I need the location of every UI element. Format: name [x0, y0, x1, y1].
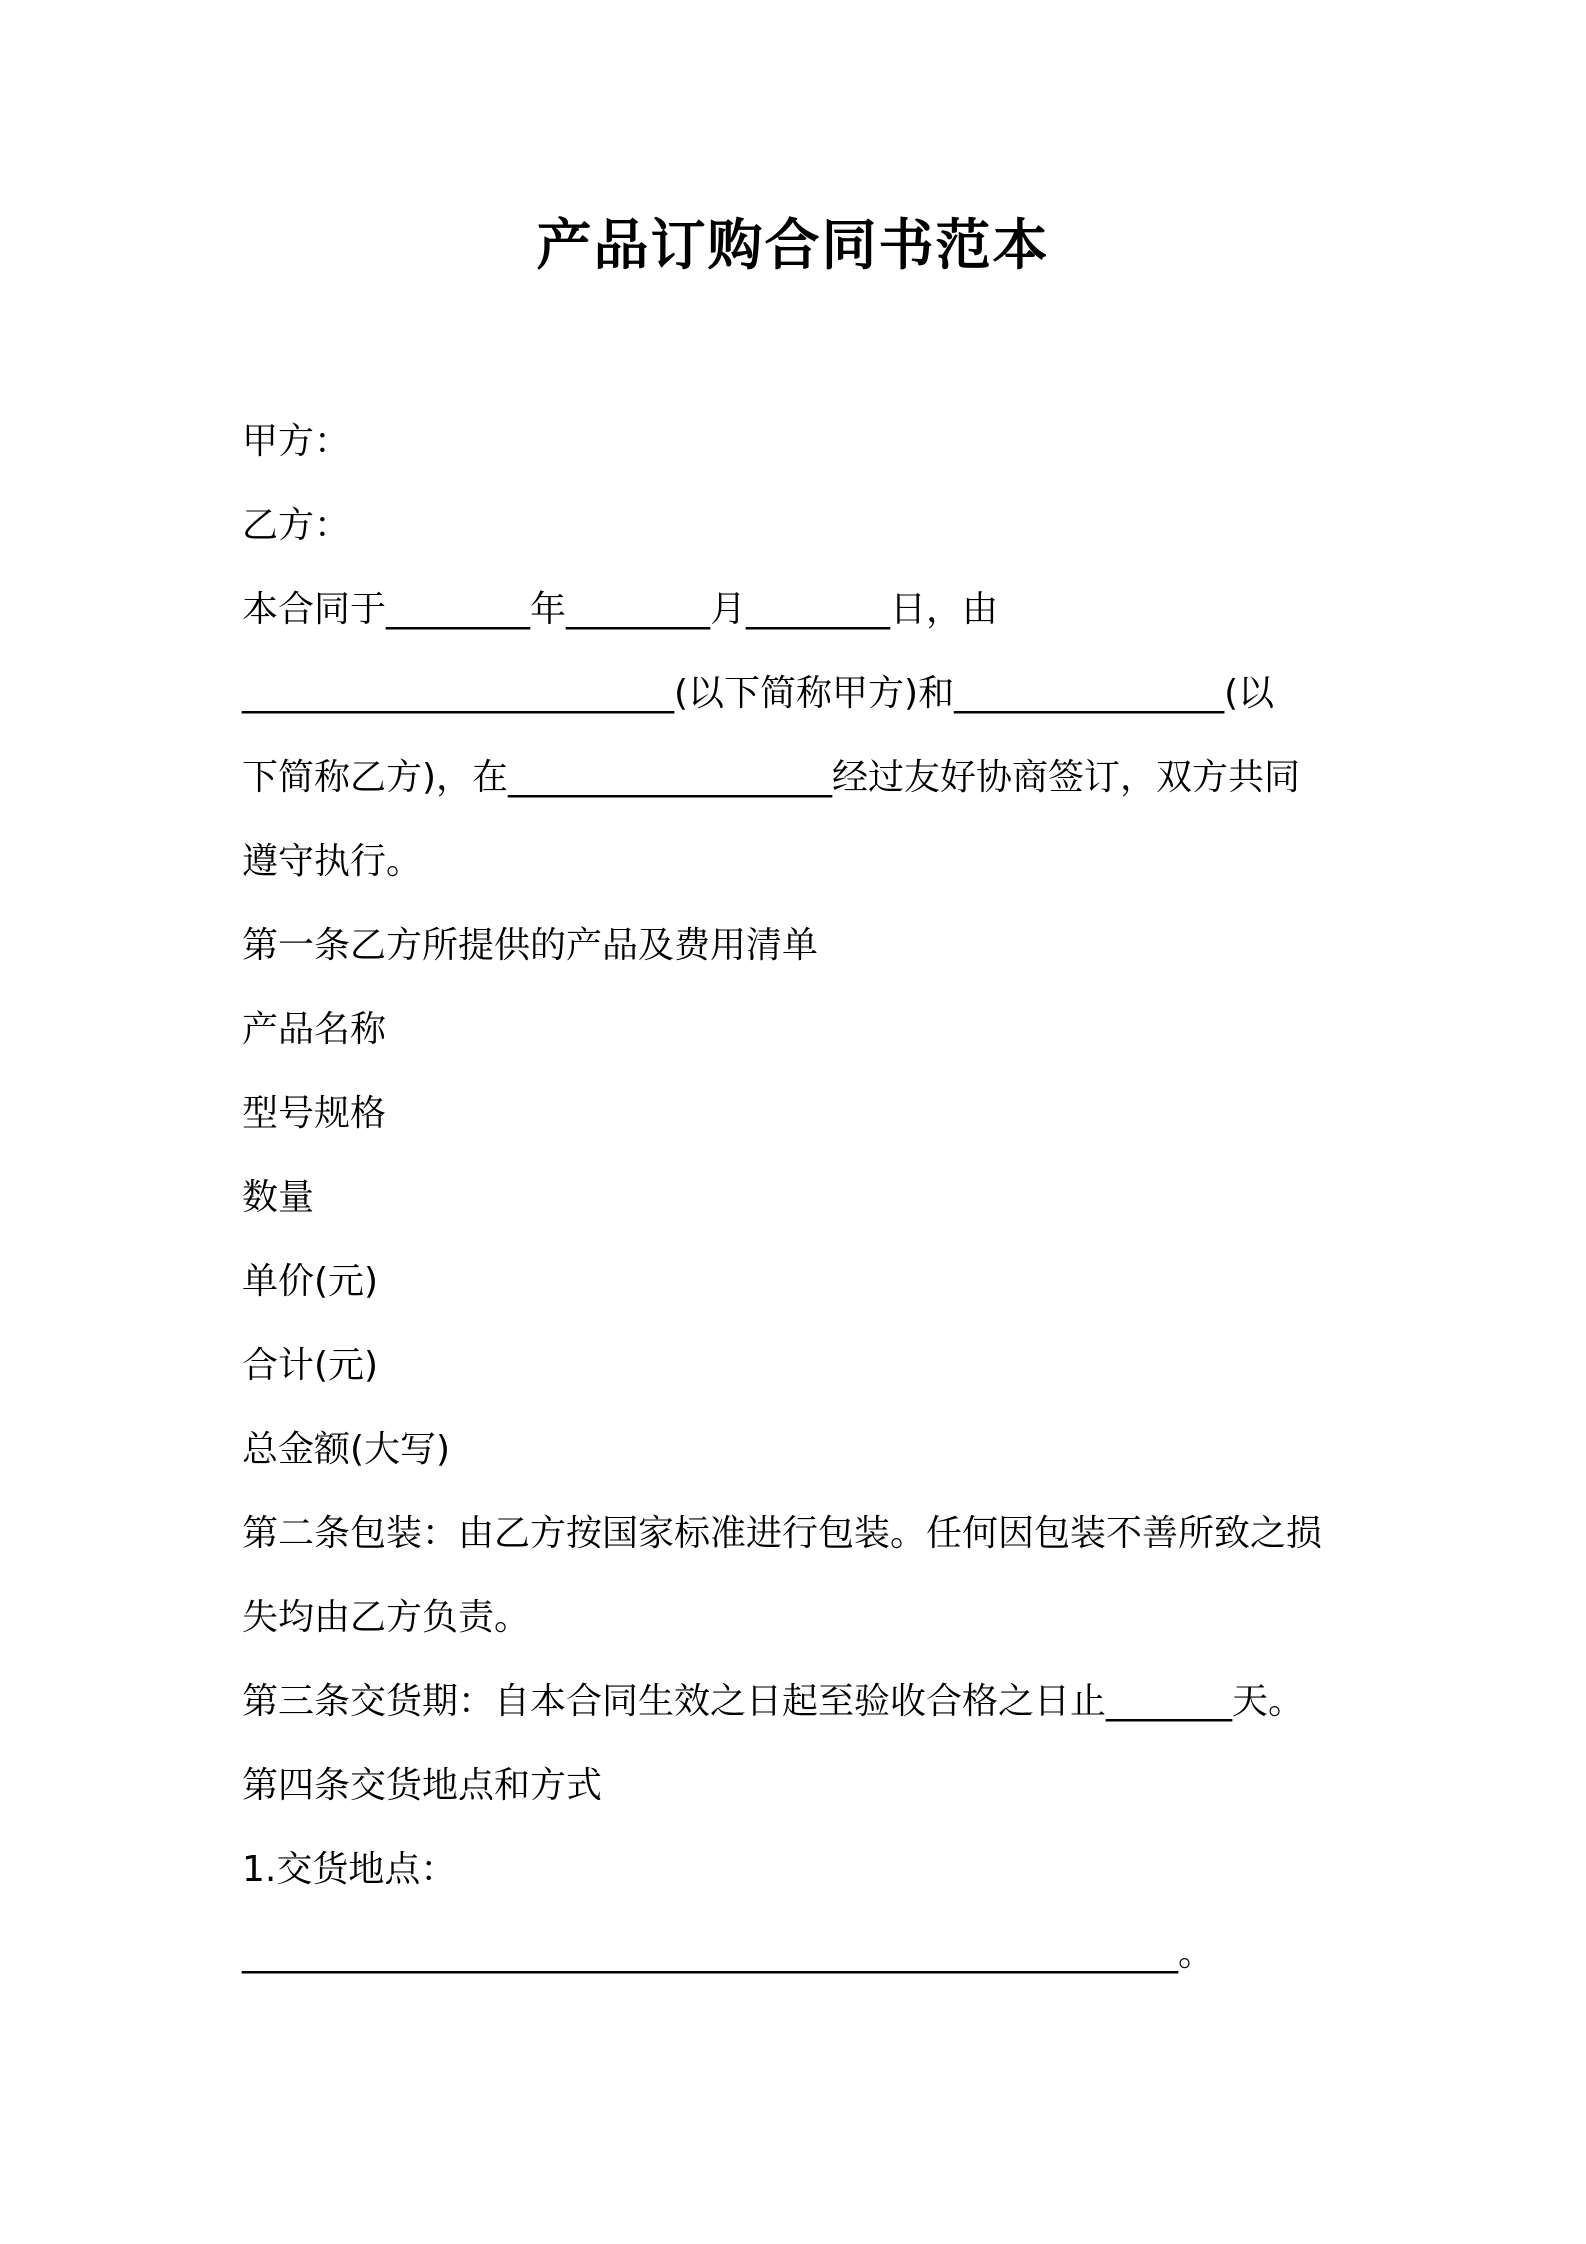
total-amount-label: 总金额(大写)	[242, 1429, 451, 1470]
article-4-heading: 第四条交货地点和方式	[242, 1765, 603, 1806]
article-2-line-2: 失均由乙方负责。	[242, 1597, 531, 1638]
subtotal-label: 合计(元)	[242, 1345, 379, 1386]
compliance-line: 遵守执行。	[242, 841, 423, 882]
signing-place-line: 下简称乙方)，在__________________经过友好协商签订，双方共同	[242, 757, 1301, 798]
delivery-place-blank: ____________________________________________________。	[242, 1933, 1214, 1974]
article-3-line: 第三条交货期：自本合同生效之日起至验收合格之日止_______天。	[242, 1681, 1305, 1722]
party-a-line: 甲方：	[242, 421, 351, 462]
document-body	[242, 400, 1362, 1996]
quantity-label: 数量	[242, 1177, 315, 1218]
product-name-label: 产品名称	[242, 1009, 387, 1050]
article-1-heading: 第一条乙方所提供的产品及费用清单	[242, 925, 819, 966]
contract-date-line: 本合同于________年________月________日，由	[242, 589, 999, 630]
model-spec-label: 型号规格	[242, 1093, 387, 1134]
party-b-line: 乙方：	[242, 505, 351, 546]
unit-price-label: 单价(元)	[242, 1261, 379, 1302]
article-2-line-1: 第二条包装：由乙方按国家标准进行包装。任何因包装不善所致之损	[242, 1513, 1323, 1554]
delivery-place-label: 1.交货地点：	[242, 1849, 457, 1890]
document-title: 产品订购合同书范本	[536, 213, 1050, 277]
parties-line: ________________________(以下简称甲方)和_______________(以	[242, 673, 1275, 714]
